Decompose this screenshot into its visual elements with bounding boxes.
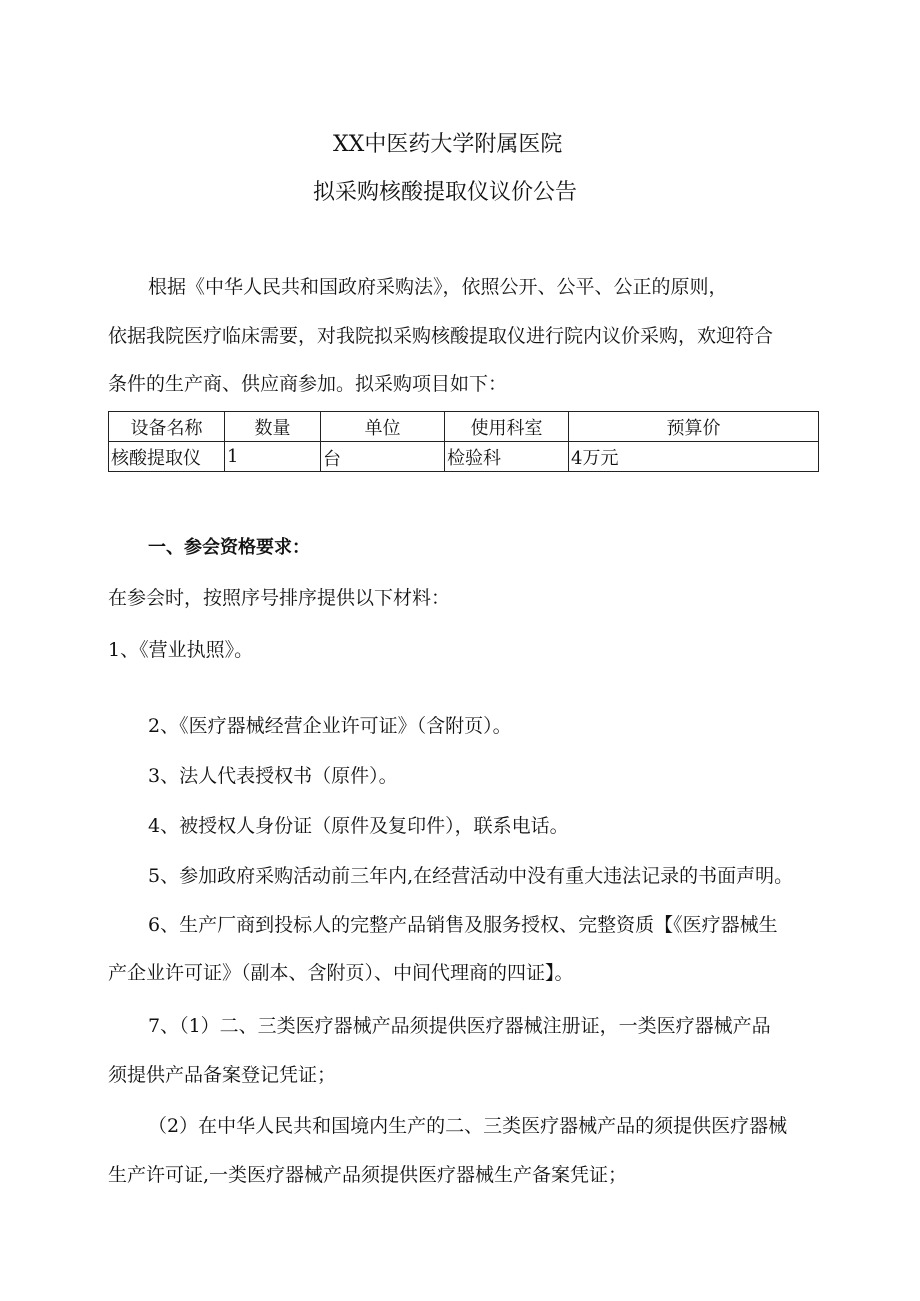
- cell-budget: 4万元: [569, 442, 819, 472]
- header-department: 使用科室: [445, 412, 569, 442]
- header-unit: 单位: [321, 412, 445, 442]
- list-item: 5、参加政府采购活动前三年内,在经营活动中没有重大违法记录的书面声明。: [148, 865, 794, 887]
- header-budget: 预算价: [569, 412, 819, 442]
- doc-title-line1: XX中医药大学附属医院: [333, 132, 563, 157]
- list-item: 须提供产品备案登记凭证；: [108, 1064, 337, 1086]
- procurement-table: [108, 411, 819, 472]
- table-row: [109, 442, 819, 472]
- header-equipment-name: 设备名称: [109, 412, 225, 442]
- list-item: 4、被授权人身份证（原件及复印件），联系电话。: [148, 815, 569, 837]
- list-item: 1、《营业执照》。: [108, 639, 254, 661]
- list-item: 6、生产厂商到投标人的完整产品销售及服务授权、完整资质【《医疗器械生: [148, 914, 778, 936]
- section-heading: 一、参会资格要求：: [148, 537, 310, 558]
- cell-equipment-name: 核酸提取仪: [109, 442, 225, 472]
- list-item: 产企业许可证》（副本、含附页）、中间代理商的四证】。: [108, 962, 574, 984]
- list-item: 3、法人代表授权书（原件）。: [148, 765, 398, 787]
- list-item: （2）在中华人民共和国境内生产的二、三类医疗器械产品的须提供医疗器械: [148, 1115, 788, 1137]
- cell-unit: 台: [321, 442, 445, 472]
- header-quantity: 数量: [225, 412, 321, 442]
- doc-title-line2: 拟采购核酸提取仪议价公告: [313, 180, 578, 205]
- list-item: 7、（1）二、三类医疗器械产品须提供医疗器械注册证，一类医疗器械产品: [148, 1015, 771, 1037]
- cell-quantity: 1: [225, 442, 321, 472]
- list-item: 2、《医疗器械经营企业许可证》（含附页）。: [148, 715, 512, 737]
- intro-line-1: 根据《中华人民共和国政府采购法》，依照公开、公平、公正的原则，: [148, 276, 728, 298]
- list-item: 生产许可证,一类医疗器械产品须提供医疗器械生产备案凭证；: [108, 1164, 628, 1186]
- intro-line-3: 条件的生产商、供应商参加。拟采购项目如下：: [108, 373, 508, 395]
- table-header-row: [109, 412, 819, 442]
- cell-department: 检验科: [445, 442, 569, 472]
- section-lead: 在参会时，按照序号排序提供以下材料：: [108, 587, 451, 609]
- intro-line-2: 依据我院医疗临床需要，对我院拟采购核酸提取仪进行院内议价采购，欢迎符合: [108, 325, 774, 347]
